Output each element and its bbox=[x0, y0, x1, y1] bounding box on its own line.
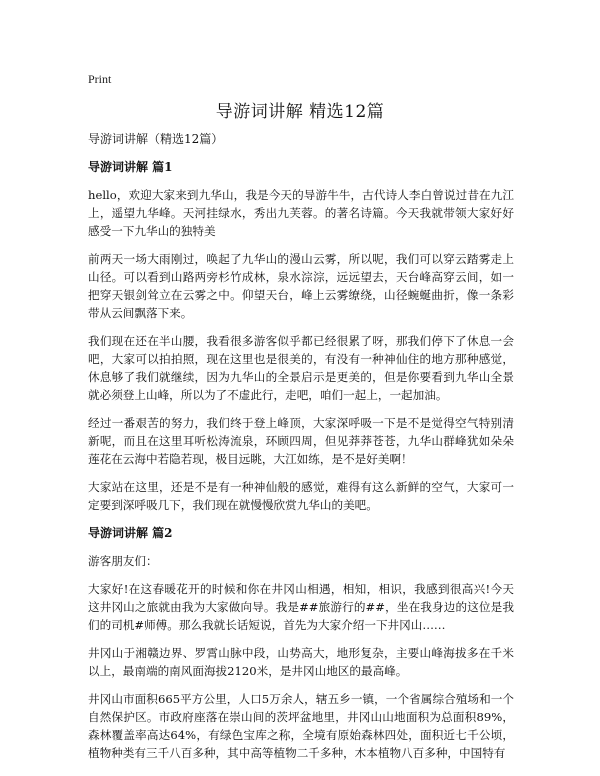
paragraph: 我们现在还在半山腰，我看很多游客似乎都已经很累了呀，那我们停下了休息一会吧，大家可以拍拍照，现在这里也是很美的，有没有一种神仙住的地方那种感觉，休息够了我们就继续，因为九华山的全景启示是更美的，但是你要看到九华山全景就必须登上山峰，所以为了不虚此行，走吧，咱们一起上，一起加油。 bbox=[88, 334, 514, 402]
paragraph: 前两天一场大雨刚过，唤起了九华山的漫山云雾，所以呢，我们可以穿云踏雾走上山径。可以看到山路两旁杉竹成林，泉水淙淙，远远望去，天台峰高穿云间，如一把穿天银剑耸立在云雾之中。仰望天台，峰上云雾缭绕，山径蜿蜒曲折，像一条彩带从云间飘落下来。 bbox=[88, 252, 514, 320]
paragraph: 井冈山市面积665平方公里，人口5万余人，辖五乡一镇，一个省属综合殖场和一个自然保护区。市政府座落在崇山间的茨坪盆地里，井冈山山地面积为总面积89%，森林覆盖率高达64%，有绿色宝库之称，全境有原始森林四处，面积近七千公顷，植物种类有三千八百多种，其中高等植物二千多种，木本植物八百多种，中国特有 bbox=[88, 692, 514, 760]
paragraph: 大家好!在这春暖花开的时候和你在井冈山相遇，相知，相识，我感到很高兴!今天这井冈山之旅就由我为大家做向导。我是##旅游行的##，坐在我身边的这位是我们的司机#师傅。那么我就长话短说，首先为大家介绍一下井冈山…… bbox=[88, 582, 514, 632]
paragraph: 经过一番艰苦的努力，我们终于登上峰顶，大家深呼吸一下是不是觉得空气特别清新呢，而且在这里耳听松涛流泉，环顾四周，但见莽莽苍苍，九华山群峰犹如朵朵莲花在云海中若隐若现，极目远眺，大江如练，是不是好美啊！ bbox=[88, 416, 514, 466]
document-subtitle: 导游词讲解（精选12篇） bbox=[88, 132, 224, 146]
paragraph: hello，欢迎大家来到九华山，我是今天的导游牛牛，古代诗人李白曾说过昔在九江上，遥望九华峰。天河挂绿水，秀出九芙蓉。的著名诗篇。今天我就带领大家好好感受一下九华山的独特美 bbox=[88, 188, 514, 238]
print-label[interactable]: Print bbox=[88, 72, 112, 86]
section-2 bbox=[88, 524, 514, 762]
page-title: 导游词讲解 精选12篇 bbox=[215, 102, 385, 122]
paragraph: 大家站在这里，还是不是有一种神仙般的感觉，难得有这么新鲜的空气，大家可一定要到深呼吸几下，我们现在就慢慢欣赏九华山的美吧。 bbox=[88, 480, 514, 512]
paragraph: 井冈山于湘赣边界、罗霄山脉中段，山势高大，地形复杂，主要山峰海拔多在千米以上，最南端的南风面海拔2120米，是井冈山地区的最高峰。 bbox=[88, 646, 514, 678]
section-1 bbox=[88, 158, 514, 514]
document-body bbox=[88, 130, 514, 772]
paragraph: 游客朋友们： bbox=[88, 554, 158, 568]
section-heading: 导游词讲解 篇2 bbox=[88, 526, 173, 540]
section-heading: 导游词讲解 篇1 bbox=[88, 160, 173, 174]
